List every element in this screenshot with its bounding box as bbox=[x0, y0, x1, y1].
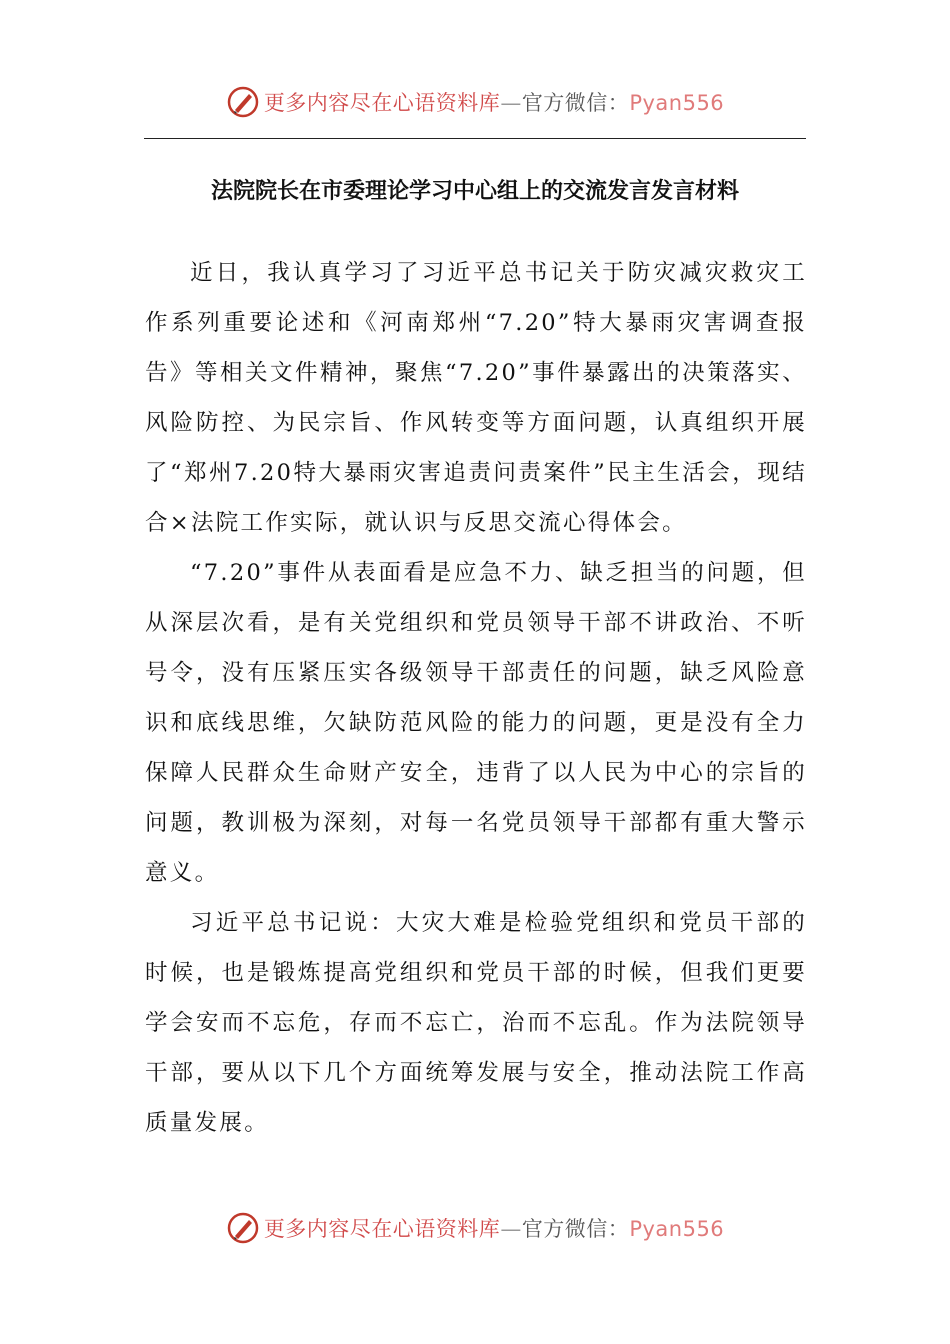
paragraph: “7.20”事件从表面看是应急不力、缺乏担当的问题，但从深层次看，是有关党组织和党员领导干部不讲政治、不听号令，没有压紧压实各级领导干部责任的问题，缺乏风险意识和底线思维，欠缺防范风险的能力的问题，更是没有全力保障人民群众生命财产安全，违背了以人民为中心的宗旨的问题，教训极为深刻，对每一名党员领导干部都有重大警示意义。 bbox=[145, 560, 807, 886]
paragraph: 近日，我认真学习了习近平总书记关于防灾减灾救灾工作系列重要论述和《河南郑州“7.20”特大暴雨灾害调查报告》等相关文件精神，聚焦“7.20”事件暴露出的决策落实、风险防控、为民宗旨、作风转变等方面问题，认真组织开展了“郑州7.20特大暴雨灾害追责问责案件”民主生活会，现结合×法院工作实际，就认识与反思交流心得体会。 bbox=[145, 260, 807, 536]
document-body bbox=[145, 248, 807, 1148]
banner-text: 更多内容尽在心语资料库—官方微信：Pyan556 bbox=[263, 91, 725, 115]
pen-logo-icon bbox=[226, 85, 260, 119]
header-banner bbox=[0, 82, 950, 122]
footer-banner bbox=[0, 1208, 950, 1248]
document-title: 法院院长在市委理论学习中心组上的交流发言发言材料 bbox=[210, 179, 739, 204]
pen-logo-icon bbox=[226, 1211, 260, 1245]
banner-text: 更多内容尽在心语资料库—官方微信：Pyan556 bbox=[263, 1217, 725, 1241]
paragraph: 习近平总书记说：大灾大难是检验党组织和党员干部的时候，也是锻炼提高党组织和党员干部的时候，但我们更要学会安而不忘危，存而不忘亡，治而不忘乱。作为法院领导干部，要从以下几个方面统筹发展与安全，推动法院工作高质量发展。 bbox=[145, 910, 807, 1136]
header-divider bbox=[144, 138, 806, 139]
